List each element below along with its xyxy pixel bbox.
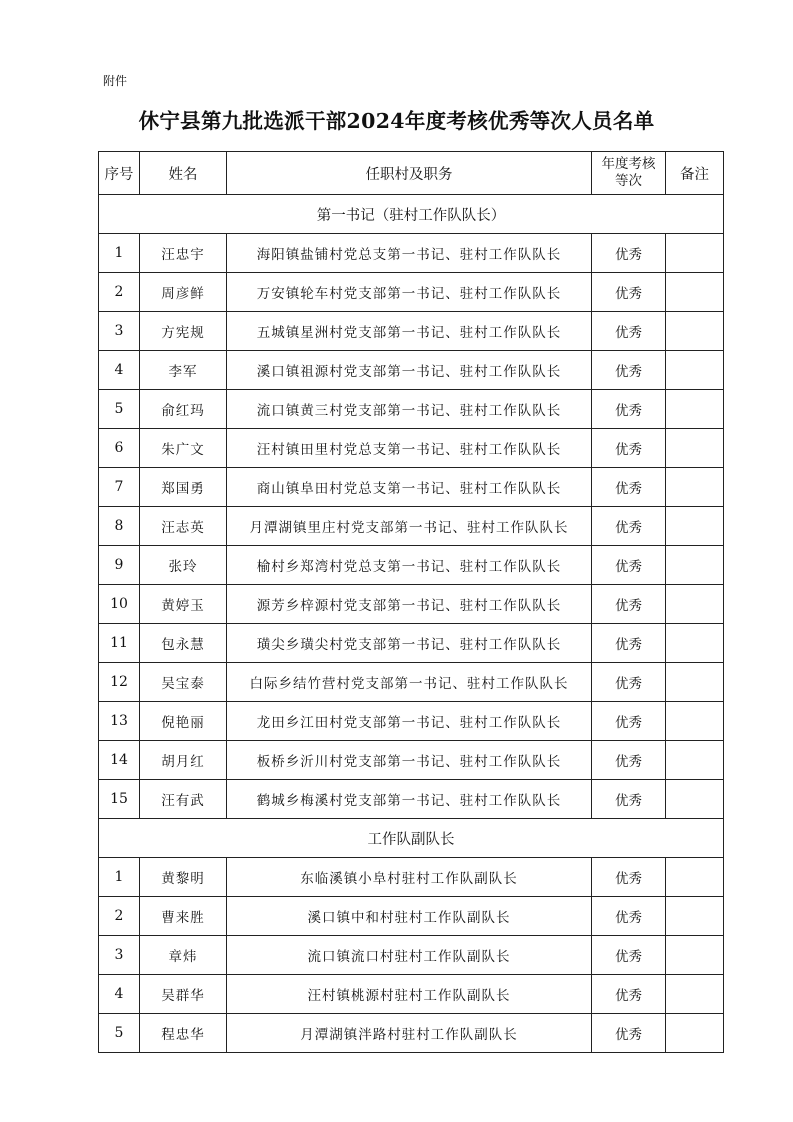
- table-row: [99, 780, 724, 819]
- cell-remark: [666, 585, 724, 624]
- cell-name: 曹来胜: [140, 897, 227, 936]
- cell-post: 汪村镇桃源村驻村工作队副队长: [227, 975, 592, 1014]
- header-grade-line1: 年度考核: [601, 156, 656, 172]
- cell-grade: 优秀: [592, 351, 666, 390]
- table-row: [99, 234, 724, 273]
- cell-name: 吴宝泰: [140, 663, 227, 702]
- cell-remark: [666, 897, 724, 936]
- cell-seq: 3: [99, 936, 140, 975]
- attachment-label: 附件: [103, 74, 128, 88]
- table-row: [99, 624, 724, 663]
- cell-seq: 9: [99, 546, 140, 585]
- cell-remark: [666, 390, 724, 429]
- header-name: 姓名: [140, 152, 227, 195]
- cell-post: 汪村镇田里村党总支第一书记、驻村工作队队长: [227, 429, 592, 468]
- cell-name: 程忠华: [140, 1014, 227, 1053]
- cell-grade: 优秀: [592, 741, 666, 780]
- cell-grade: 优秀: [592, 780, 666, 819]
- cell-name: 汪志英: [140, 507, 227, 546]
- cell-seq: 14: [99, 741, 140, 780]
- cell-seq: 13: [99, 702, 140, 741]
- cell-seq: 1: [99, 234, 140, 273]
- cell-grade: 优秀: [592, 390, 666, 429]
- cell-grade: 优秀: [592, 702, 666, 741]
- table-row: [99, 702, 724, 741]
- table-row: [99, 897, 724, 936]
- cell-post: 商山镇阜田村党总支第一书记、驻村工作队队长: [227, 468, 592, 507]
- cell-remark: [666, 624, 724, 663]
- table-body: [99, 195, 724, 1053]
- cell-seq: 3: [99, 312, 140, 351]
- cell-post: 东临溪镇小阜村驻村工作队副队长: [227, 858, 592, 897]
- cell-remark: [666, 741, 724, 780]
- cell-name: 汪有武: [140, 780, 227, 819]
- cell-name: 朱广文: [140, 429, 227, 468]
- cell-remark: [666, 234, 724, 273]
- table-header-row: [99, 152, 724, 195]
- document-title: 休宁县第九批选派干部2024年度考核优秀等次人员名单: [138, 109, 655, 133]
- cell-grade: 优秀: [592, 507, 666, 546]
- cell-post: 流口镇流口村驻村工作队副队长: [227, 936, 592, 975]
- section-row: [99, 195, 724, 234]
- cell-remark: [666, 702, 724, 741]
- cell-grade: 优秀: [592, 585, 666, 624]
- cell-post: 溪口镇中和村驻村工作队副队长: [227, 897, 592, 936]
- cell-grade: 优秀: [592, 429, 666, 468]
- table-row: [99, 546, 724, 585]
- cell-grade: 优秀: [592, 234, 666, 273]
- section-title: 工作队副队长: [99, 819, 724, 858]
- cell-name: 李军: [140, 351, 227, 390]
- cell-post: 溪口镇祖源村党支部第一书记、驻村工作队队长: [227, 351, 592, 390]
- cell-remark: [666, 858, 724, 897]
- table-row: [99, 741, 724, 780]
- cell-post: 流口镇黄三村党支部第一书记、驻村工作队队长: [227, 390, 592, 429]
- cell-name: 黄黎明: [140, 858, 227, 897]
- cell-remark: [666, 663, 724, 702]
- cell-name: 胡月红: [140, 741, 227, 780]
- cell-post: 月潭湖镇泮路村驻村工作队副队长: [227, 1014, 592, 1053]
- table-row: [99, 975, 724, 1014]
- cell-seq: 4: [99, 975, 140, 1014]
- cell-name: 黄婷玉: [140, 585, 227, 624]
- cell-grade: 优秀: [592, 468, 666, 507]
- cell-post: 板桥乡沂川村党支部第一书记、驻村工作队队长: [227, 741, 592, 780]
- table-row: [99, 312, 724, 351]
- cell-seq: 2: [99, 273, 140, 312]
- cell-remark: [666, 936, 724, 975]
- cell-seq: 1: [99, 858, 140, 897]
- cell-grade: 优秀: [592, 663, 666, 702]
- table-row: [99, 351, 724, 390]
- cell-grade: 优秀: [592, 897, 666, 936]
- cell-name: 方宪规: [140, 312, 227, 351]
- cell-seq: 15: [99, 780, 140, 819]
- table-row: [99, 273, 724, 312]
- cell-grade: 优秀: [592, 546, 666, 585]
- cell-seq: 6: [99, 429, 140, 468]
- cell-name: 周彦鲜: [140, 273, 227, 312]
- section-row: [99, 819, 724, 858]
- cell-post: 月潭湖镇里庄村党支部第一书记、驻村工作队队长: [227, 507, 592, 546]
- cell-grade: 优秀: [592, 975, 666, 1014]
- table-row: [99, 663, 724, 702]
- cell-remark: [666, 312, 724, 351]
- cell-name: 章炜: [140, 936, 227, 975]
- cell-remark: [666, 429, 724, 468]
- header-grade: [592, 152, 666, 195]
- table-row: [99, 858, 724, 897]
- cell-post: 万安镇轮车村党支部第一书记、驻村工作队队长: [227, 273, 592, 312]
- table-row: [99, 468, 724, 507]
- cell-seq: 2: [99, 897, 140, 936]
- table-row: [99, 585, 724, 624]
- cell-grade: 优秀: [592, 1014, 666, 1053]
- cell-name: 俞红玛: [140, 390, 227, 429]
- cell-remark: [666, 975, 724, 1014]
- cell-seq: 10: [99, 585, 140, 624]
- cell-post: 鹤城乡梅溪村党支部第一书记、驻村工作队队长: [227, 780, 592, 819]
- cell-seq: 5: [99, 390, 140, 429]
- cell-seq: 7: [99, 468, 140, 507]
- cell-name: 包永慧: [140, 624, 227, 663]
- cell-name: 张玲: [140, 546, 227, 585]
- cell-name: 郑国勇: [140, 468, 227, 507]
- section-title: 第一书记（驻村工作队队长）: [99, 195, 724, 234]
- cell-seq: 12: [99, 663, 140, 702]
- cell-seq: 4: [99, 351, 140, 390]
- cell-remark: [666, 780, 724, 819]
- cell-post: 源芳乡梓源村党支部第一书记、驻村工作队队长: [227, 585, 592, 624]
- header-remark: 备注: [666, 152, 724, 195]
- table-row: [99, 390, 724, 429]
- header-grade-line2: 等次: [615, 173, 642, 189]
- table-row: [99, 1014, 724, 1053]
- cell-remark: [666, 468, 724, 507]
- cell-grade: 优秀: [592, 624, 666, 663]
- cell-post: 白际乡结竹营村党支部第一书记、驻村工作队队长: [227, 663, 592, 702]
- header-seq: 序号: [99, 152, 140, 195]
- cell-post: 榆村乡郑湾村党总支第一书记、驻村工作队队长: [227, 546, 592, 585]
- cell-name: 汪忠宇: [140, 234, 227, 273]
- cell-remark: [666, 273, 724, 312]
- cell-post: 五城镇星洲村党支部第一书记、驻村工作队队长: [227, 312, 592, 351]
- cell-name: 倪艳丽: [140, 702, 227, 741]
- cell-seq: 8: [99, 507, 140, 546]
- cell-name: 吴群华: [140, 975, 227, 1014]
- table-row: [99, 507, 724, 546]
- cell-remark: [666, 351, 724, 390]
- cell-grade: 优秀: [592, 312, 666, 351]
- cell-grade: 优秀: [592, 273, 666, 312]
- table-row: [99, 429, 724, 468]
- cell-post: 璜尖乡璜尖村党支部第一书记、驻村工作队队长: [227, 624, 592, 663]
- personnel-table: [98, 151, 724, 1053]
- cell-grade: 优秀: [592, 858, 666, 897]
- cell-post: 海阳镇盐铺村党总支第一书记、驻村工作队队长: [227, 234, 592, 273]
- cell-remark: [666, 507, 724, 546]
- cell-seq: 5: [99, 1014, 140, 1053]
- table-row: [99, 936, 724, 975]
- cell-remark: [666, 546, 724, 585]
- cell-post: 龙田乡江田村党支部第一书记、驻村工作队队长: [227, 702, 592, 741]
- cell-seq: 11: [99, 624, 140, 663]
- header-post: 任职村及职务: [227, 152, 592, 195]
- cell-grade: 优秀: [592, 936, 666, 975]
- cell-remark: [666, 1014, 724, 1053]
